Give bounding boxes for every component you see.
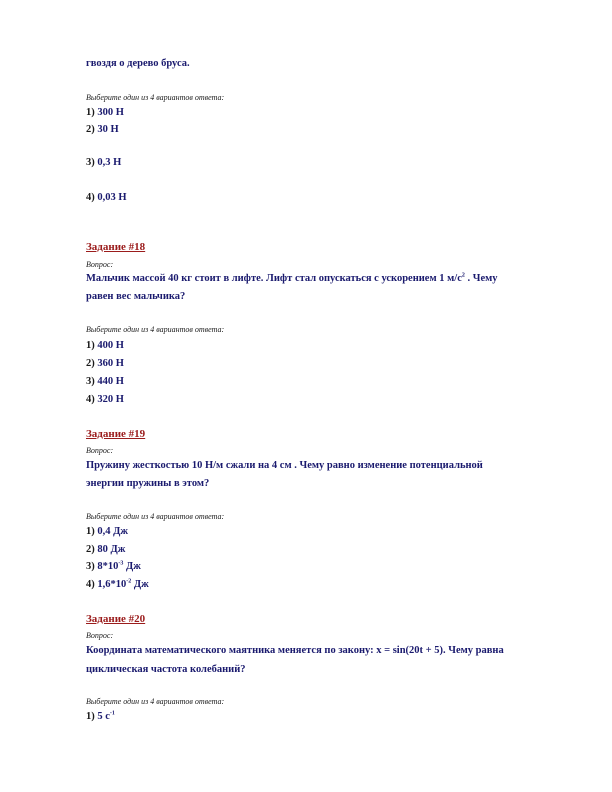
task-18-option-2[interactable] bbox=[86, 358, 124, 369]
task-20-question-line-2: циклическая частота колебаний? bbox=[86, 664, 246, 675]
task-19-question-line-1: Пружину жесткостью 10 Н/м сжали на 4 см . Чему равно изменение потенциальной bbox=[86, 460, 483, 471]
option-text: 30 Н bbox=[97, 124, 119, 135]
superscript: -2 bbox=[126, 578, 132, 585]
option-number: 3) bbox=[86, 157, 95, 168]
option-number: 1) bbox=[86, 107, 95, 118]
task-18-option-3[interactable] bbox=[86, 376, 124, 387]
superscript: -1 bbox=[109, 710, 115, 717]
task-18-question-label: Вопрос: bbox=[86, 260, 114, 269]
option-number: 2) bbox=[86, 358, 95, 369]
task-19-title: Задание #19 bbox=[86, 428, 146, 440]
task-18-option-4[interactable] bbox=[86, 394, 124, 405]
question-text: . Чему bbox=[467, 273, 498, 284]
option-text: 0,4 Дж bbox=[97, 526, 128, 537]
option-text: 0,03 Н bbox=[97, 192, 127, 203]
option-number: 2) bbox=[86, 124, 95, 135]
prev-option-2[interactable] bbox=[86, 124, 119, 135]
option-number: 4) bbox=[86, 579, 95, 590]
option-text: 1,6*10 bbox=[97, 579, 127, 590]
option-unit: Дж bbox=[131, 579, 149, 590]
prev-option-3[interactable] bbox=[86, 157, 121, 168]
task-19-question-label: Вопрос: bbox=[86, 446, 114, 455]
task-19-option-1[interactable] bbox=[86, 526, 128, 537]
prev-question-tail: гвоздя о дерево бруса. bbox=[86, 58, 190, 69]
option-number: 1) bbox=[86, 340, 95, 351]
task-19-question-line-2: энергии пружины в этом? bbox=[86, 478, 210, 489]
option-number: 1) bbox=[86, 526, 95, 537]
task-20-question-label: Вопрос: bbox=[86, 631, 114, 640]
option-text: 400 Н bbox=[97, 340, 124, 351]
option-number: 3) bbox=[86, 561, 95, 572]
task-18-question-line-1 bbox=[86, 273, 498, 284]
option-number: 4) bbox=[86, 394, 95, 405]
task-18-option-1[interactable] bbox=[86, 340, 124, 351]
task-18-question-line-2: равен вес мальчика? bbox=[86, 291, 186, 302]
task-19-option-3[interactable] bbox=[86, 561, 141, 572]
option-number: 4) bbox=[86, 192, 95, 203]
task-20-question-line-1: Координата математического маятника меняется по закону: x = sin(20t + 5). Чему равна bbox=[86, 645, 504, 656]
superscript: -3 bbox=[118, 560, 124, 567]
option-number: 3) bbox=[86, 376, 95, 387]
option-text: 8*10 bbox=[97, 561, 119, 572]
task-18-answer-hint: Выберите один из 4 вариантов ответа: bbox=[86, 325, 225, 334]
option-unit: Дж bbox=[123, 561, 141, 572]
option-text: 80 Дж bbox=[97, 544, 126, 555]
task-20-answer-hint: Выберите один из 4 вариантов ответа: bbox=[86, 697, 225, 706]
task-19-answer-hint: Выберите один из 4 вариантов ответа: bbox=[86, 512, 225, 521]
question-text: Мальчик массой 40 кг стоит в лифте. Лифт стал опускаться с ускорением 1 м/с bbox=[86, 273, 462, 284]
option-text: 5 с bbox=[97, 711, 110, 722]
option-text: 360 Н bbox=[97, 358, 124, 369]
task-20-title: Задание #20 bbox=[86, 613, 146, 625]
superscript: 2 bbox=[461, 272, 465, 279]
option-text: 300 Н bbox=[97, 107, 124, 118]
task-19-option-2[interactable] bbox=[86, 544, 125, 555]
prev-option-4[interactable] bbox=[86, 192, 127, 203]
task-20-option-1[interactable] bbox=[86, 711, 115, 722]
option-text: 0,3 Н bbox=[97, 157, 122, 168]
option-text: 440 Н bbox=[97, 376, 124, 387]
prev-option-1[interactable] bbox=[86, 107, 124, 118]
option-number: 2) bbox=[86, 544, 95, 555]
option-number: 1) bbox=[86, 711, 95, 722]
task-18-title: Задание #18 bbox=[86, 241, 146, 253]
option-text: 320 Н bbox=[97, 394, 124, 405]
task-19-option-4[interactable] bbox=[86, 579, 149, 590]
prev-answer-hint: Выберите один из 4 вариантов ответа: bbox=[86, 93, 225, 102]
